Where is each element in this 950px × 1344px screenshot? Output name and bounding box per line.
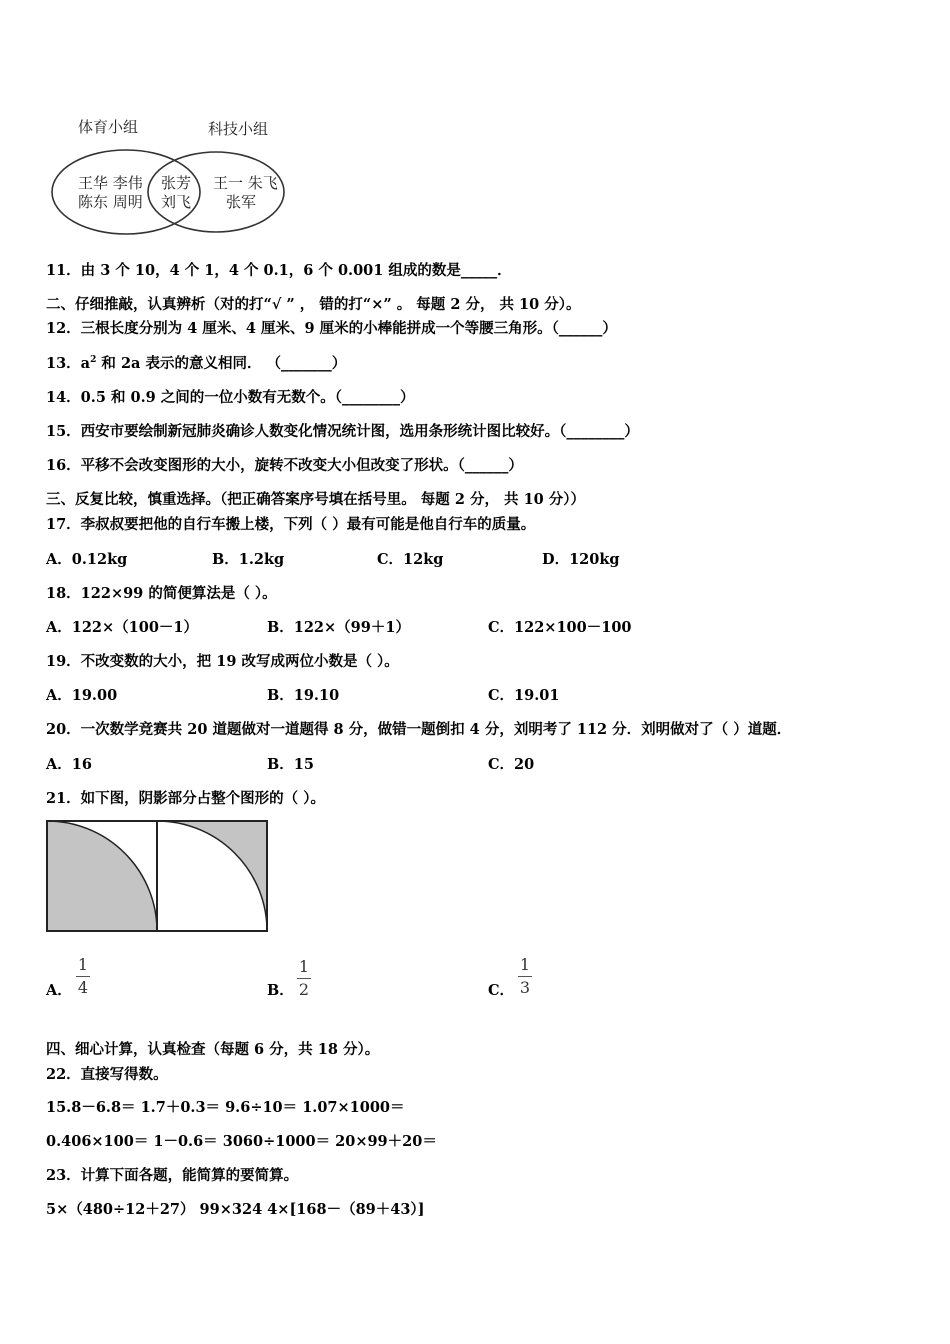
q20-option-a: A．16 (46, 756, 92, 773)
q17-option-a: A．0.12kg (46, 551, 128, 568)
q18-option-c: C．122×100－100 (488, 619, 632, 636)
venn-right-name-1: 王一 朱飞 (213, 174, 278, 192)
venn-right-name-2: 张军 (226, 193, 257, 211)
fraction-bar (76, 976, 90, 977)
section-3-heading: 三、反复比较，慎重选择。（把正确答案序号填在括号里。 每题 2 分， 共 10 分）） (46, 491, 586, 508)
question-11: 11．由 3 个 10，4 个 1，4 个 0.1，6 个 0.001 组成的数是_____． (46, 262, 512, 279)
q13-superscript: 2 (90, 355, 97, 366)
q21-option-b-label: B． (267, 982, 294, 999)
question-23-stem: 23．计算下面各题，能简算的要简算。 (46, 1167, 299, 1184)
q17-option-c: C．12kg (377, 551, 444, 568)
q19-option-b: B．19.10 (267, 687, 340, 704)
q20-option-b: B．15 (267, 756, 314, 773)
q21-option-a-fraction (73, 956, 93, 997)
q21-figure (46, 820, 270, 934)
question-13 (46, 355, 346, 373)
q22-row-1: 15.8－6.8＝ 1.7＋0.3＝ 9.6÷10＝ 1.07×1000＝ (46, 1099, 405, 1116)
q18-option-a: A．122×（100－1） (46, 619, 199, 636)
q21-option-c-label: C． (488, 982, 515, 999)
q21-option-c-fraction (515, 956, 535, 997)
venn-left-circle (52, 150, 200, 234)
question-14: 14．0.5 和 0.9 之间的一位小数有无数个。（________） (46, 389, 415, 406)
fraction-bar (518, 976, 532, 977)
q13-prefix: 13．a (46, 355, 91, 372)
q21-b-numerator: 1 (298, 957, 310, 976)
venn-both-name-2: 刘飞 (161, 193, 192, 211)
question-16: 16．平移不会改变图形的大小，旋转不改变大小但改变了形状。（______） (46, 457, 523, 474)
venn-left-title: 体育小组 (78, 118, 139, 136)
venn-left-name-1: 王华 李伟 (78, 174, 143, 192)
q17-option-b: B．1.2kg (212, 551, 285, 568)
q21-a-numerator: 1 (77, 955, 89, 974)
q19-option-c: C．19.01 (488, 687, 560, 704)
q22-row-2: 0.406×100＝ 1－0.6＝ 3060÷1000＝ 20×99＋20＝ (46, 1133, 437, 1150)
venn-right-title: 科技小组 (208, 120, 269, 138)
section-2-heading: 二、仔细推敲，认真辨析（对的打“√ ” ， 错的打“×” 。 每题 2 分， 共 10 分）。 (46, 296, 581, 313)
q17-option-d: D．120kg (542, 551, 620, 568)
q21-right-shaded-region (157, 821, 267, 931)
q20-option-c: C．20 (488, 756, 535, 773)
venn-left-name-2: 陈东 周明 (78, 193, 143, 211)
q21-c-numerator: 1 (519, 955, 531, 974)
q23-row-1: 5×（480÷12＋27） 99×324 4×[168－（89＋43）] (46, 1201, 425, 1218)
q21-option-a-label: A． (46, 982, 72, 999)
q21-c-denominator: 3 (519, 978, 531, 997)
question-21-stem: 21．如下图，阴影部分占整个图形的（ ）。 (46, 790, 325, 807)
fraction-bar (297, 978, 311, 979)
q21-b-denominator: 2 (298, 980, 310, 999)
question-18-stem: 18．122×99 的简便算法是（ ）。 (46, 585, 277, 602)
q18-option-b: B．122×（99＋1） (267, 619, 410, 636)
question-12: 12．三根长度分别为 4 厘米、4 厘米、9 厘米的小棒能拼成一个等腰三角形。（______） (46, 320, 617, 337)
section-4-heading: 四、细心计算，认真检查（每题 6 分，共 18 分）。 (46, 1041, 380, 1058)
q21-a-denominator: 4 (77, 978, 89, 997)
question-22-stem: 22．直接写得数。 (46, 1066, 168, 1083)
question-19-stem: 19．不改变数的大小，把 19 改写成两位小数是（ ）。 (46, 653, 399, 670)
question-15: 15．西安市要绘制新冠肺炎确诊人数变化情况统计图，选用条形统计图比较好。（________） (46, 423, 639, 440)
q19-option-a: A．19.00 (46, 687, 118, 704)
venn-both-name-1: 张芳 (161, 174, 192, 192)
q21-left-shaded-sector (47, 821, 157, 931)
question-20-stem: 20．一次数学竞赛共 20 道题做对一道题得 8 分，做错一题倒扣 4 分，刘明考了 112 分．刘明做对了（ ）道题． (46, 721, 792, 738)
venn-right-circle (148, 152, 284, 232)
venn-diagram (46, 108, 296, 243)
q13-suffix: 和 2a 表示的意义相同． （_______） (96, 355, 347, 372)
question-17-stem: 17．李叔叔要把他的自行车搬上楼，下列（ ）最有可能是他自行车的质量。 (46, 516, 536, 533)
q21-option-b-fraction (294, 958, 314, 999)
